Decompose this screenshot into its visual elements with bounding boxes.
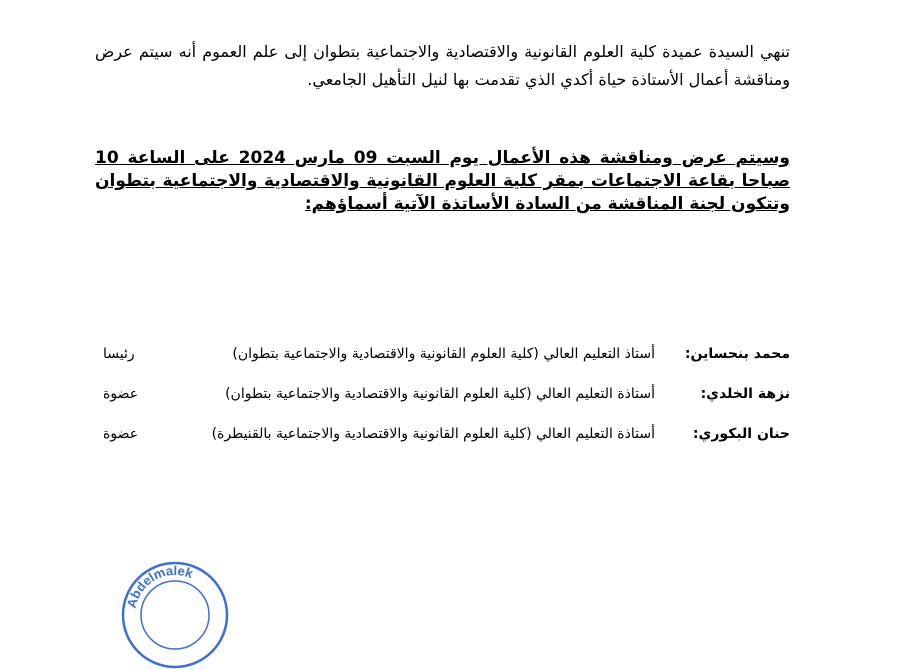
member-role: رئيسا [103, 346, 135, 362]
member-role: عضوة [103, 386, 139, 402]
announcement-details: وسيتم عرض ومناقشة هذه الأعمال يوم السبت 09 مارس 2024 على الساعة 10 صباحا بقاعة الاجتماعات بمقر كلية العلوم القانونية والاقتصادية والاجتماعية بتطوان وتتكون لجنة المناقشة من السادة الأساتذة الآتية أسماؤهم: [95, 148, 790, 214]
university-stamp [120, 560, 230, 670]
committee-row [95, 346, 790, 374]
stamp-inner-ring [141, 581, 209, 649]
member-name: نزهة الخلدي: [700, 386, 790, 402]
member-description: أستاذة التعليم العالي (كلية العلوم القانونية والاقتصادية والاجتماعية بالقنيطرة) [211, 426, 655, 442]
member-role: عضوة [103, 426, 139, 442]
committee-row [95, 426, 790, 454]
announcement-intro: تنهي السيدة عميدة كلية العلوم القانونية والاقتصادية والاجتماعية بتطوان إلى علم العموم أنه سيتم عرض ومناقشة أعمال الأستاذة حياة أكدي الذي تقدمت بها لنيل التأهيل الجامعي. [95, 42, 790, 89]
stamp-outer-ring [123, 563, 227, 667]
member-description: أستاذة التعليم العالي (كلية العلوم القانونية والاقتصادية والاجتماعية بتطوان) [225, 386, 655, 402]
committee-row [95, 386, 790, 414]
member-description: أستاذ التعليم العالي (كلية العلوم القانونية والاقتصادية والاجتماعية بتطوان) [232, 346, 655, 362]
member-name: حنان البكوري: [692, 426, 790, 442]
stamp-text: Abdelmalek [123, 562, 195, 610]
member-name: محمد بنحساين: [684, 346, 790, 362]
